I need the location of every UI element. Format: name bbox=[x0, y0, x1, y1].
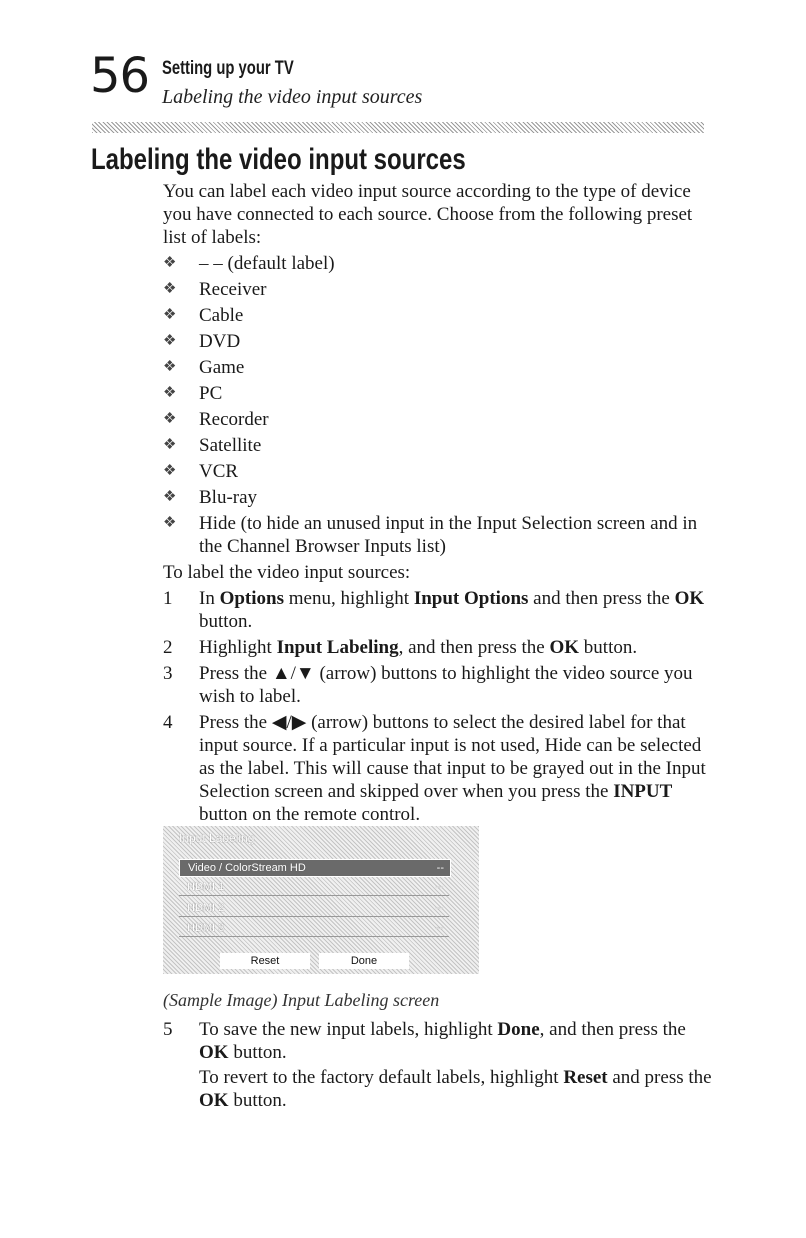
step-number: 2 bbox=[163, 637, 173, 658]
revert-note: To revert to the factory default labels, highlight Reset and press the OK button. bbox=[199, 1067, 712, 1111]
running-subheading: Labeling the video input sources bbox=[162, 86, 423, 108]
screen-row-value: -- bbox=[435, 881, 443, 893]
step-number: 3 bbox=[163, 663, 173, 684]
screen-title: Input Labeling bbox=[179, 831, 255, 845]
steps-intro: To label the video input sources: bbox=[163, 562, 411, 583]
header-rule bbox=[92, 122, 704, 133]
section-body bbox=[163, 180, 713, 826]
list-item-text: PC bbox=[199, 383, 223, 404]
list-item bbox=[163, 252, 713, 275]
diamond-bullet-icon: ❖ bbox=[163, 385, 177, 401]
screen-row bbox=[179, 879, 449, 896]
step-5-block bbox=[163, 1018, 713, 1112]
step-number: 4 bbox=[163, 712, 173, 733]
list-item bbox=[163, 356, 713, 379]
diamond-bullet-icon: ❖ bbox=[163, 515, 177, 531]
list-item-text: Blu-ray bbox=[199, 487, 258, 508]
diamond-bullet-icon: ❖ bbox=[163, 437, 177, 453]
step-text: In Options menu, highlight Input Options and then press the OK button. bbox=[199, 588, 705, 632]
list-item bbox=[163, 408, 713, 431]
screen-row-label: HDMI 1 bbox=[187, 881, 225, 893]
diamond-bullet-icon: ❖ bbox=[163, 307, 177, 323]
step-text: To save the new input labels, highlight Done, and then press the OK button. bbox=[199, 1019, 686, 1063]
diamond-bullet-icon: ❖ bbox=[163, 463, 177, 479]
chapter-title: Setting up your TV bbox=[162, 58, 294, 79]
screen-row-value: -- bbox=[436, 862, 444, 874]
steps-list bbox=[163, 587, 713, 826]
screen-row-value: -- bbox=[435, 922, 443, 934]
diamond-bullet-icon: ❖ bbox=[163, 281, 177, 297]
step-text: Press the ▲/▼ (arrow) buttons to highlight the video source you wish to label. bbox=[199, 663, 693, 707]
diamond-bullet-icon: ❖ bbox=[163, 411, 177, 427]
list-item bbox=[163, 486, 713, 509]
section-title: Labeling the video input sources bbox=[91, 143, 466, 176]
done-button: Done bbox=[319, 953, 409, 969]
step-item bbox=[163, 587, 713, 633]
list-item bbox=[163, 460, 713, 483]
screen-row-label: HDMI 2 bbox=[187, 902, 225, 914]
screen-row bbox=[179, 859, 451, 877]
step-item bbox=[163, 662, 713, 708]
intro-paragraph: You can label each video input source according to the type of device you have connected to each source. Choose from the following preset list of labels: bbox=[163, 181, 693, 248]
list-item-text: Cable bbox=[199, 305, 244, 326]
list-item-text: VCR bbox=[199, 461, 239, 482]
step-number: 5 bbox=[163, 1019, 173, 1040]
list-item bbox=[163, 330, 713, 353]
page-number: 56 bbox=[90, 48, 150, 104]
label-list bbox=[163, 252, 713, 558]
list-item bbox=[163, 304, 713, 327]
list-item bbox=[163, 278, 713, 301]
step-number: 1 bbox=[163, 588, 173, 609]
list-item bbox=[163, 434, 713, 457]
diamond-bullet-icon: ❖ bbox=[163, 255, 177, 271]
input-labeling-screen-image bbox=[163, 826, 479, 974]
list-item-text: – – (default label) bbox=[199, 253, 335, 274]
list-item-text: Hide (to hide an unused input in the Input Selection screen and in the Channel Browser Inputs list) bbox=[199, 513, 698, 557]
step-text: Highlight Input Labeling, and then press the OK button. bbox=[199, 637, 638, 658]
step-item bbox=[163, 636, 713, 659]
list-item bbox=[163, 382, 713, 405]
screen-row bbox=[179, 920, 449, 937]
diamond-bullet-icon: ❖ bbox=[163, 333, 177, 349]
image-caption: (Sample Image) Input Labeling screen bbox=[163, 990, 440, 1010]
reset-button: Reset bbox=[220, 953, 310, 969]
diamond-bullet-icon: ❖ bbox=[163, 489, 177, 505]
screen-row-label: HDMI 3 bbox=[187, 922, 225, 934]
screen-row-label: Video / ColorStream HD bbox=[188, 862, 306, 874]
step-item bbox=[163, 1018, 713, 1064]
step-text: Press the ◀/▶ (arrow) buttons to select the desired label for that input source. If a particular input is not used, Hide can be selected as the label. This will cause that input to be grayed out in the Input Selection screen and skipped over when you press the INPUT button on the remote control. bbox=[199, 712, 706, 825]
list-item-text: Receiver bbox=[199, 279, 267, 300]
list-item-text: Recorder bbox=[199, 409, 269, 430]
step-item bbox=[163, 711, 713, 826]
list-item bbox=[163, 512, 713, 558]
list-item-text: Game bbox=[199, 357, 245, 378]
screen-row bbox=[179, 900, 449, 917]
diamond-bullet-icon: ❖ bbox=[163, 359, 177, 375]
screen-row-value: -- bbox=[435, 902, 443, 914]
list-item-text: DVD bbox=[199, 331, 241, 352]
list-item-text: Satellite bbox=[199, 435, 262, 456]
